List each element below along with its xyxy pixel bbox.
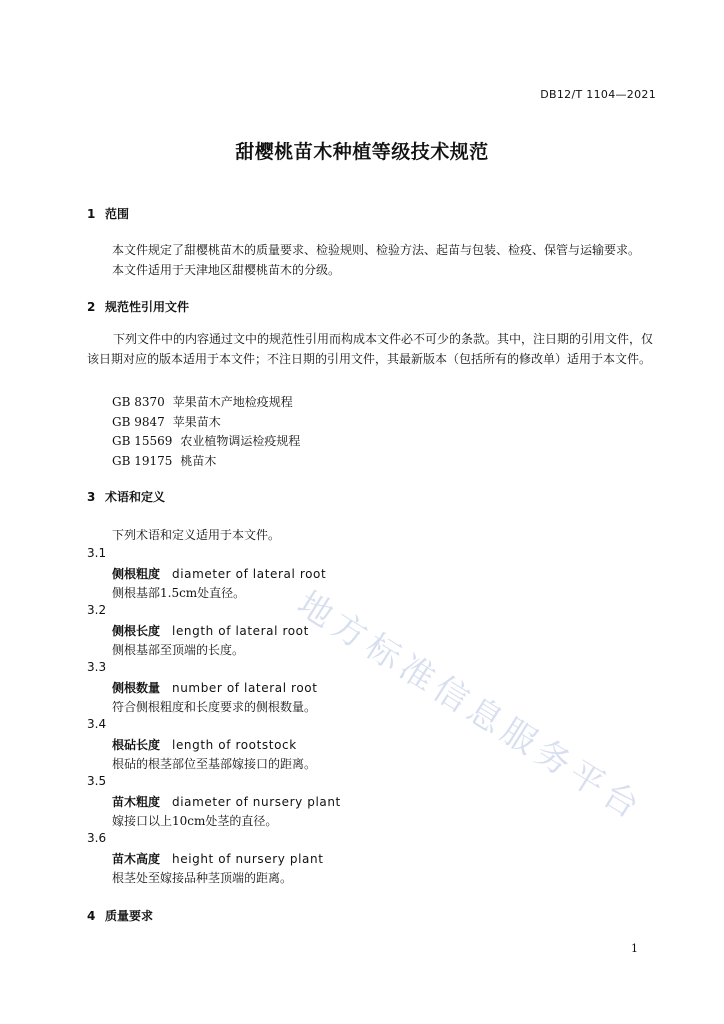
term-entry — [112, 736, 297, 753]
reference-name: 农业植物调运检疫规程 — [180, 434, 301, 448]
term-entry — [112, 850, 324, 867]
reference-name: 苹果苗木 — [172, 415, 221, 429]
section-number: 4 — [87, 909, 96, 923]
term-chinese: 侧根长度 — [112, 624, 161, 638]
term-chinese: 苗木粗度 — [112, 795, 161, 809]
scope-line-1: 本文件规定了甜樱桃苗木的质量要求、检验规则、检验方法、起苗与包装、检疫、保管与运输要求。 — [112, 243, 641, 257]
reference-code: GB 19175 — [112, 454, 173, 468]
section-title: 规范性引用文件 — [105, 300, 190, 314]
reference-code: GB 9847 — [112, 415, 165, 429]
reference-code: GB 15569 — [112, 434, 173, 448]
term-number: 3.2 — [87, 603, 107, 617]
section-number: 2 — [87, 300, 96, 314]
reference-code: GB 8370 — [112, 395, 165, 409]
watermark — [285, 580, 705, 830]
term-english: height of nursery plant — [172, 852, 324, 866]
term-definition: 根茎处至嫁接品种茎顶端的距离。 — [112, 871, 293, 885]
reference-item — [112, 432, 300, 449]
term-definition: 侧根基部1.5cm处直径。 — [112, 586, 246, 600]
term-english: length of lateral root — [172, 624, 309, 638]
term-english: length of rootstock — [172, 738, 297, 752]
term-chinese: 苗木高度 — [112, 852, 161, 866]
term-definition: 嫁接口以上10cm处茎的直径。 — [112, 814, 278, 828]
reference-item — [112, 393, 293, 410]
section-4-heading — [87, 907, 153, 924]
term-number: 3.5 — [87, 774, 107, 788]
section-number: 3 — [87, 490, 96, 504]
term-entry — [112, 622, 309, 639]
section-2-heading — [87, 298, 189, 315]
term-chinese: 侧根粗度 — [112, 567, 161, 581]
references-intro: 下列文件中的内容通过文中的规范性引用而构成本文件必不可少的条款。其中，注日期的引用文件，仅该日期对应的版本适用于本文件；不注日期的引用文件，其最新版本（包括所有的修改单）适用于本文件。 — [87, 332, 654, 366]
term-entry — [112, 565, 326, 582]
term-chinese: 侧根数量 — [112, 681, 161, 695]
term-number: 3.4 — [87, 717, 107, 731]
page-number: 1 — [631, 942, 638, 955]
term-definition: 符合侧根粗度和长度要求的侧根数量。 — [112, 700, 317, 714]
term-chinese: 根砧长度 — [112, 738, 161, 752]
document-title: 甜樱桃苗木种植等级技术规范 — [235, 141, 489, 163]
section-1-heading — [87, 205, 129, 222]
term-number: 3.1 — [87, 546, 107, 560]
scope-line-2: 本文件适用于天津地区甜樱桃苗木的分级。 — [112, 263, 341, 277]
section-number: 1 — [87, 207, 96, 221]
term-definition: 侧根基部至顶端的长度。 — [112, 643, 245, 657]
watermark-text: 地方标准信息服务平台 — [290, 583, 651, 830]
term-english: diameter of lateral root — [172, 567, 327, 581]
section-title: 术语和定义 — [105, 490, 166, 504]
term-number: 3.3 — [87, 660, 107, 674]
term-entry — [112, 679, 318, 696]
section-title: 范围 — [105, 207, 130, 221]
reference-name: 桃苗木 — [180, 454, 217, 468]
standard-code: DB12/T 1104—2021 — [540, 88, 656, 101]
term-english: diameter of nursery plant — [172, 795, 341, 809]
section-3-heading — [87, 488, 165, 505]
reference-item — [112, 413, 221, 430]
reference-name: 苹果苗木产地检疫规程 — [172, 395, 293, 409]
terms-intro: 下列术语和定义适用于本文件。 — [112, 528, 281, 542]
term-number: 3.6 — [87, 831, 107, 845]
reference-item — [112, 452, 216, 469]
term-english: number of lateral root — [172, 681, 318, 695]
section-title: 质量要求 — [105, 909, 154, 923]
term-entry — [112, 793, 341, 810]
term-definition: 根砧的根茎部位至基部嫁接口的距离。 — [112, 757, 317, 771]
